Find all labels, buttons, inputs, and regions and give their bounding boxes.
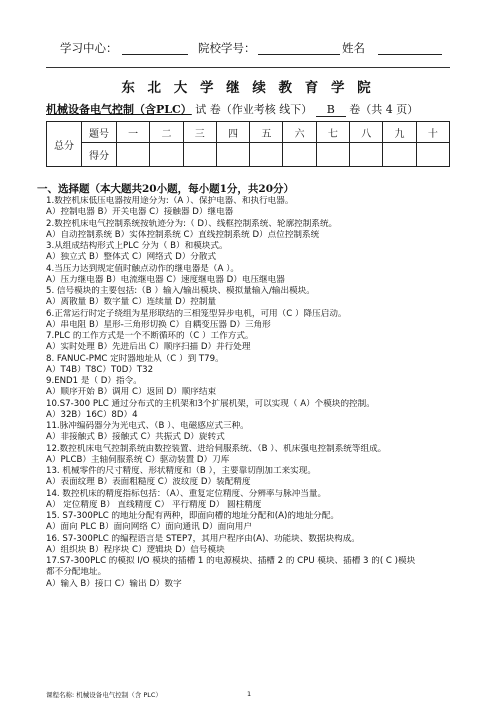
question-line: A）面向 PLC B）面向网络 C）面向通讯 D）面向用户	[46, 522, 252, 533]
question-line: 3.从组成结构形式上PLC 分为（ B）和模块式。	[46, 241, 228, 251]
score-cell[interactable]	[316, 143, 349, 167]
score-cell[interactable]	[216, 143, 249, 167]
question-line: 16. S7-300PLC 的编程语言是 STEP7，其用户程序由(A)、功能块、数据块构成。	[46, 533, 360, 544]
question-line: 6.正常运行时定子绕组为星形联结的三相笼型异步电机，可用（C ）降压启动。	[46, 308, 347, 319]
exam-type: 试 卷（作业考核 线下）	[195, 103, 313, 116]
col-6: 六	[283, 122, 316, 143]
section-title: 一、选择题（本大题共20小题，每小题1分，共20分）	[37, 183, 295, 195]
question-line: 11.脉冲编码器分为光电式、（B ）、电磁感应式三种。	[46, 421, 249, 431]
col-9: 九	[383, 122, 416, 143]
institution-title: 东 北 大 学 继 续 教 育 学 院	[121, 80, 375, 96]
learning-center-label: 学习中心：	[60, 41, 118, 55]
score-label: 得分	[82, 143, 117, 167]
question-line: A）控制电器 B）开关电器 C）接触器 D）继电器	[46, 207, 234, 218]
score-cell[interactable]	[117, 143, 150, 167]
col-2: 二	[150, 122, 183, 143]
question-line: 12.数控机床电气控制系统由数控装置、进给伺服系统、（B ）、机床强电控制系统等组成。	[46, 443, 387, 454]
total-label: 总分	[47, 122, 82, 167]
header-rule	[46, 67, 450, 68]
footer-course: 课程名称: 机械设备电气控制（含 PLC）	[46, 691, 162, 699]
question-line: 5. 信号模块的主要包括:（B ）输入/输出模块、模拟量输入/输出模块。	[46, 286, 315, 296]
question-line: A）PLCB）主轴伺服系统 C）驱动装置 D）刀库	[46, 454, 230, 465]
question-line: 7.PLC 的工作方式是一个不断循环的（C ）工作方式。	[46, 331, 254, 341]
question-line: 4.当压力达到规定值时触点动作的继电器是（A ）。	[46, 263, 239, 274]
question-line: A）非接触式 B）接触式 C）共振式 D）旋转式	[46, 432, 225, 443]
col-10: 十	[416, 122, 449, 143]
name-label: 姓名	[342, 41, 365, 55]
score-cell[interactable]	[183, 143, 216, 167]
question-line: 14. 数控机床的精度指标包括：（A）、重复定位精度、分辨率与脉冲当量。	[46, 488, 327, 499]
question-line: A）自动控制系统 B）实体控制系统 C）直线控制系统 D）点位控制系统	[46, 229, 320, 240]
col-5: 五	[250, 122, 283, 143]
student-id-field[interactable]	[258, 54, 340, 55]
question-line: A）离散量 B）数字量 C）连续量 D）控制量	[46, 297, 217, 308]
question-line: 9.END1 是（ D）指令。	[46, 376, 142, 386]
score-cell[interactable]	[250, 143, 283, 167]
question-line: 1.数控机床低压电器按用途分为:（A ）、保护电器、和执行电器。	[46, 196, 294, 206]
question-line: A）实时处理 B）先进后出 C）顺序扫描 D）并行处理	[46, 342, 251, 353]
col-3: 三	[183, 122, 216, 143]
student-id-label: 院校学号：	[198, 41, 256, 55]
question-line: 10.S7-300 PLC 通过分布式的主机架和3个扩展机架，可以实现（ A）个模块的控制。	[46, 398, 375, 409]
question-line: 2.数控机床电气控制系统按轨迹分为:（ D）、线框控制系统、轮廓控制系统。	[46, 218, 338, 229]
name-field[interactable]	[378, 54, 442, 55]
score-cell[interactable]	[383, 143, 416, 167]
question-line: A）输入 B）接口 C）输出 D）数字	[46, 578, 182, 589]
question-line: A）顺序开始 B）调用 C）返回 D）顺序结束	[46, 387, 217, 398]
question-line: A）独立式 B）整体式 C）网络式 D）分散式	[46, 252, 217, 263]
question-line: 15. S7-300PLC 的地址分配有两种，即面向槽的地址分配和(A)的地址分配。	[46, 511, 339, 521]
question-line: A）32B）16C）8D）4	[46, 409, 138, 420]
question-line: A）组织块 B）程序块 C）逻辑块 D）信号模块	[46, 544, 225, 555]
paper-letter: B	[316, 103, 346, 117]
score-table	[46, 121, 450, 167]
page-count: 卷（共 4 页）	[349, 103, 419, 116]
question-line: 13. 机械零件的尺寸精度、形状精度和（B ），主要靠切削加工来实现。	[46, 466, 316, 476]
score-cell[interactable]	[150, 143, 183, 167]
question-line: A）压力继电器 B）电流继电器 C）速度继电器 D）电压继电器	[46, 274, 285, 285]
question-line: A）串电阻 B）星形-三角形切换 C）自耦变压器 D）三角形	[46, 319, 271, 330]
col-8: 八	[350, 122, 383, 143]
col-1: 一	[117, 122, 150, 143]
item-label: 题号	[82, 122, 117, 143]
question-line: A） 定位精度 B） 直线精度 C） 平行精度 D） 圆柱精度	[46, 499, 262, 510]
col-7: 七	[316, 122, 349, 143]
exam-subtitle	[46, 101, 418, 117]
question-line: 8. FANUC-PMC 定时器地址从（C ）到 T79。	[46, 353, 224, 364]
score-cell[interactable]	[283, 143, 316, 167]
score-cell[interactable]	[416, 143, 449, 167]
score-cell[interactable]	[350, 143, 383, 167]
question-line: 都不分配地址。	[46, 567, 107, 578]
question-list	[46, 196, 466, 590]
page-number: 1	[247, 690, 252, 698]
course-name: 机械设备电气控制（含PLC）	[46, 103, 192, 116]
question-line: 17.S7-300PLC 的模拟 I/O 模块的插槽 1 的电源模块、插槽 2 的 CPU 模块、插槽 3 的( C )模块	[46, 556, 416, 566]
col-4: 四	[216, 122, 249, 143]
question-line: A）表面纹理 B）表面粗糙度 C）波纹度 D）装配精度	[46, 477, 251, 488]
question-line: A）T4B）T8C）T0D）T32	[46, 364, 154, 375]
learning-center-field[interactable]	[122, 54, 188, 55]
